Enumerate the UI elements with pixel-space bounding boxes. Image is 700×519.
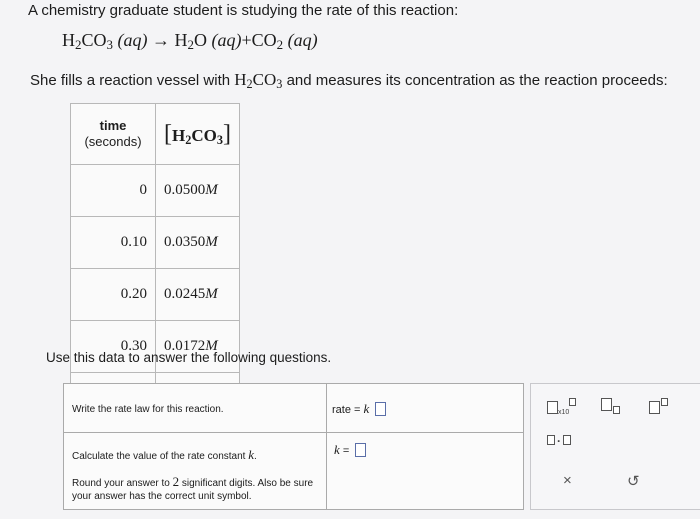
rate-law-label: Write the rate law for this reaction. [72,404,224,415]
math-toolbar [530,383,700,510]
reaction-arrow-icon: → [151,30,170,50]
table-row: 0 0.0500M [71,165,240,217]
reaction-equation: $H_2CO_3$ $(aq) \to H_2O$ $(aq)+CO_2$ (aq) [62,30,318,53]
question-rate-law [64,384,523,433]
subscript-button[interactable] [601,398,620,414]
rate-constant-answer: k = [334,442,366,458]
table-row: 0.30 0.0172M [71,321,240,373]
intro-text: A chemistry graduate student is studying the rate of this reaction: [28,2,459,19]
column-divider [326,384,327,509]
multiply-dot-button[interactable]: · [547,434,571,448]
question-rate-constant [64,433,523,509]
rounding-note: Round your answer to 2 significant digits. Also be sure your answer has the correct unit symbol. [72,474,314,502]
question-panel [63,383,524,510]
sci-notation-button[interactable]: x10 [547,398,576,417]
rate-law-input[interactable] [375,402,386,416]
instructions-text: Use this data to answer the following questions. [46,350,332,365]
procedure-text: She fills a reaction vessel with $H_2CO_3$ and measures its concentration as the reaction proceeds: [30,70,668,92]
table-row: 0.20 0.0245M [71,269,240,321]
table-row: 0.10 0.0350M [71,217,240,269]
concentration-table [70,103,240,425]
superscript-button[interactable] [649,398,668,417]
undo-icon[interactable]: ↺ [627,473,640,490]
concentration-header: $[H_2CO_3]$ [156,104,240,165]
rate-law-answer: rate = k [332,401,386,417]
rate-constant-label: Calculate the value of the rate constant k. [72,447,257,462]
clear-icon[interactable]: × [563,472,572,489]
time-header: time (seconds) [71,104,156,165]
rate-constant-input[interactable] [355,443,366,457]
